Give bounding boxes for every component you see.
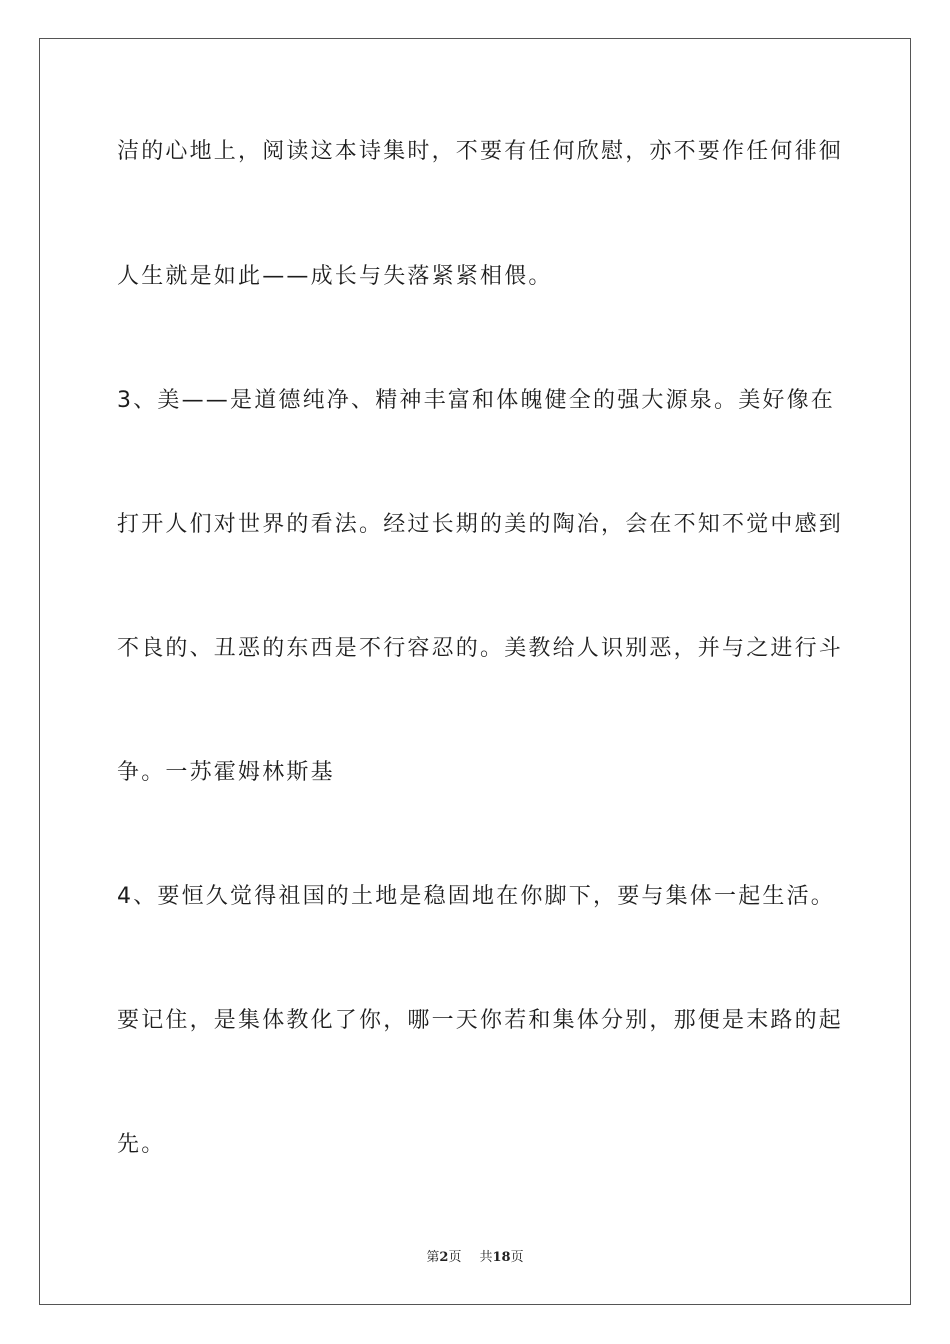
text-line-6: 争。一苏霍姆林斯基 (117, 760, 335, 785)
text-line-3: 3、美——是道德纯净、精神丰富和体魄健全的强大源泉。美好像在 (117, 388, 835, 413)
total-pages: 18 (492, 1250, 511, 1265)
page-footer (0, 1246, 950, 1265)
text-line-4: 打开人们对世界的看法。经过长期的美的陶冶，会在不知不觉中感到 (117, 512, 844, 537)
text-line-1: 洁的心地上，阅读这本诗集时，不要有任何欣慰，亦不要作任何徘徊 (117, 139, 844, 164)
page-border (39, 38, 911, 1305)
text-line-2: 人生就是如此——成长与失落紧紧相偎。 (117, 264, 553, 289)
text-line-7: 4、要恒久觉得祖国的土地是稳固地在你脚下，要与集体一起生活。 (117, 884, 835, 909)
page-label-suffix: 页 (448, 1250, 462, 1265)
page-number: 2 (439, 1250, 449, 1265)
text-line-9: 先。 (117, 1132, 166, 1157)
total-label-prefix: 共 (479, 1250, 493, 1265)
total-label-suffix: 页 (510, 1250, 524, 1265)
text-line-5: 不良的、丑恶的东西是不行容忍的。美教给人识别恶，并与之进行斗 (117, 636, 844, 661)
text-line-8: 要记住，是集体教化了你，哪一天你若和集体分别，那便是末路的起 (117, 1008, 844, 1033)
page-label-prefix: 第 (426, 1250, 440, 1265)
